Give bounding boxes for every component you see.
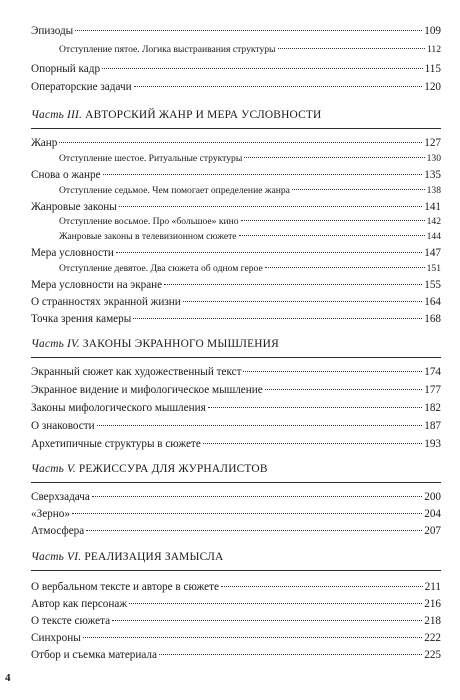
toc-entry xyxy=(31,614,441,628)
toc-entry-page: 193 xyxy=(424,438,441,450)
toc-entry xyxy=(31,200,441,214)
toc-entry-page: 174 xyxy=(424,366,441,378)
dot-leader xyxy=(102,68,423,69)
dot-leader xyxy=(183,301,422,302)
part-label: Часть V. xyxy=(31,463,76,475)
dot-leader xyxy=(241,220,425,221)
toc-entry-page: 141 xyxy=(424,201,441,213)
toc-entry-title: О тексте сюжета xyxy=(31,615,111,627)
part-name: РЕЖИССУРА ДЛЯ ЖУРНАЛИСТОВ xyxy=(78,463,268,475)
dot-leader xyxy=(133,318,422,319)
toc-entry xyxy=(31,490,441,504)
toc-subentry xyxy=(59,230,441,244)
toc-entry-page: 164 xyxy=(424,296,441,308)
toc-entry-page: 155 xyxy=(424,279,441,291)
dot-leader xyxy=(159,654,422,655)
page-number: 4 xyxy=(5,672,11,684)
toc-entry-page: 177 xyxy=(424,384,441,396)
toc-entry-page: 135 xyxy=(424,169,441,181)
toc-entry xyxy=(31,24,441,38)
part-name: РЕАЛИЗАЦИЯ ЗАМЫСЛА xyxy=(84,551,224,563)
toc-entry-page: 222 xyxy=(424,632,441,644)
toc-entry-title: Операторские задачи xyxy=(31,81,132,93)
toc-entry xyxy=(31,168,441,182)
dot-leader xyxy=(265,389,423,390)
toc-entry-title: Автор как персонаж xyxy=(31,598,128,610)
toc-entry xyxy=(31,437,441,451)
toc-entry-title: Экранный сюжет как художественный текст xyxy=(31,366,242,378)
toc-subentry xyxy=(59,184,441,198)
part-label: Часть III. xyxy=(31,109,83,121)
toc-entry-page: 112 xyxy=(426,44,441,55)
dot-leader xyxy=(92,496,422,497)
toc-entry-page: 225 xyxy=(424,649,441,661)
part-heading xyxy=(31,550,441,564)
toc-entry xyxy=(31,295,441,309)
part-heading xyxy=(31,462,441,476)
toc-entry-page: 182 xyxy=(424,402,441,414)
toc-entry-page: 130 xyxy=(426,153,441,164)
toc-entry-title: Жанровые законы в телевизионном сюжете xyxy=(59,231,237,242)
toc-entry-page: 109 xyxy=(424,25,441,37)
part-name: ЗАКОНЫ ЭКРАННОГО МЫШЛЕНИЯ xyxy=(82,338,279,350)
dot-leader xyxy=(203,443,422,444)
dot-leader xyxy=(292,189,425,190)
toc-entry-title: Отступление восьмое. Про «большое» кино xyxy=(59,216,239,227)
toc-entry xyxy=(31,419,441,433)
toc-entry-page: 218 xyxy=(424,615,441,627)
toc-entry xyxy=(31,80,441,94)
dot-leader xyxy=(239,235,425,236)
toc-entry-page: 142 xyxy=(426,216,441,227)
toc-entry-title: Архетипичные структуры в сюжете xyxy=(31,438,201,450)
dot-leader xyxy=(112,620,422,621)
dot-leader xyxy=(103,174,423,175)
toc-entry-title: Мера условности xyxy=(31,247,114,259)
toc-entry-title: Мера условности на экране xyxy=(31,279,163,291)
dot-leader xyxy=(244,157,424,158)
toc-entry xyxy=(31,365,441,379)
toc-subentry xyxy=(59,215,441,229)
toc-entry-title: Сверхзадача xyxy=(31,491,90,503)
toc-entry-title: Жанр xyxy=(31,137,58,149)
toc-entry-page: 207 xyxy=(424,525,441,537)
dot-leader xyxy=(119,206,422,207)
toc-entry xyxy=(31,597,441,611)
part-label: Часть IV. xyxy=(31,338,80,350)
toc-entry-page: 120 xyxy=(424,81,441,93)
dot-leader xyxy=(83,637,422,638)
part-heading xyxy=(31,337,441,351)
divider xyxy=(31,357,441,358)
toc-entry-title: Экранное видение и мифологическое мышление xyxy=(31,384,263,396)
dot-leader xyxy=(75,30,422,31)
toc-entry-title: О знаковости xyxy=(31,420,95,432)
dot-leader xyxy=(116,252,422,253)
part-label: Часть VI. xyxy=(31,551,82,563)
toc-entry-title: Точка зрения камеры xyxy=(31,313,132,325)
toc-subentry xyxy=(59,262,441,276)
dot-leader xyxy=(208,407,422,408)
toc-entry-title: Эпизоды xyxy=(31,25,74,37)
dot-leader xyxy=(86,530,422,531)
toc-entry-page: 127 xyxy=(424,137,441,149)
dot-leader xyxy=(97,425,423,426)
dot-leader xyxy=(243,371,422,372)
toc-entry-title: Отступление шестое. Ритуальные структуры xyxy=(59,153,243,164)
toc-entry-title: Отступление девятое. Два сюжета об одном герое xyxy=(59,263,263,274)
divider xyxy=(31,128,441,129)
dot-leader xyxy=(72,513,422,514)
toc-entry-title: О странностях экранной жизни xyxy=(31,296,181,308)
dot-leader xyxy=(134,86,423,87)
toc-entry xyxy=(31,278,441,292)
dot-leader xyxy=(129,603,422,604)
toc-entry xyxy=(31,136,441,150)
toc-subentry xyxy=(59,43,441,57)
toc-subentry xyxy=(59,152,441,166)
toc-entry xyxy=(31,62,441,76)
toc-entry-page: 187 xyxy=(424,420,441,432)
divider xyxy=(31,482,441,483)
toc-entry-title: Жанровые законы xyxy=(31,201,117,213)
toc-entry-title: Отбор и съемка материала xyxy=(31,649,157,661)
toc-entry-page: 138 xyxy=(426,185,441,196)
divider xyxy=(31,570,441,571)
toc-entry-page: 151 xyxy=(426,263,441,274)
toc-entry-page: 144 xyxy=(426,231,441,242)
dot-leader xyxy=(221,586,423,587)
toc-entry xyxy=(31,246,441,260)
toc-entry-title: Синхроны xyxy=(31,632,81,644)
toc-entry xyxy=(31,631,441,645)
toc-entry-page: 147 xyxy=(424,247,441,259)
toc-entry-title: Законы мифологического мышления xyxy=(31,402,206,414)
toc-entry-title: Атмосфера xyxy=(31,525,85,537)
toc-entry-page: 211 xyxy=(424,581,441,593)
toc-entry-title: Отступление пятое. Логика выстраивания структуры xyxy=(59,44,276,55)
toc-entry-title: О вербальном тексте и авторе в сюжете xyxy=(31,581,219,593)
toc-entry-title: «Зерно» xyxy=(31,508,70,520)
toc-entry xyxy=(31,312,441,326)
toc-entry xyxy=(31,524,441,538)
toc-entry xyxy=(31,507,441,521)
dot-leader xyxy=(278,48,425,49)
dot-leader xyxy=(265,267,425,268)
toc-entry xyxy=(31,648,441,662)
dot-leader xyxy=(59,142,422,143)
toc-entry-page: 216 xyxy=(424,598,441,610)
toc-entry-page: 168 xyxy=(424,313,441,325)
toc-entry xyxy=(31,383,441,397)
part-name: АВТОРСКИЙ ЖАНР И МЕРА УСЛОВНОСТИ xyxy=(85,109,322,121)
toc-entry-title: Снова о жанре xyxy=(31,169,101,181)
dot-leader xyxy=(164,284,422,285)
toc-entry xyxy=(31,580,441,594)
toc-entry-page: 200 xyxy=(424,491,441,503)
toc-entry-page: 115 xyxy=(424,63,441,75)
toc-entry-title: Отступление седьмое. Чем помогает определение жанра xyxy=(59,185,290,196)
toc-entry-title: Опорный кадр xyxy=(31,63,101,75)
toc-entry xyxy=(31,401,441,415)
toc-entry-page: 204 xyxy=(424,508,441,520)
part-heading xyxy=(31,108,441,122)
